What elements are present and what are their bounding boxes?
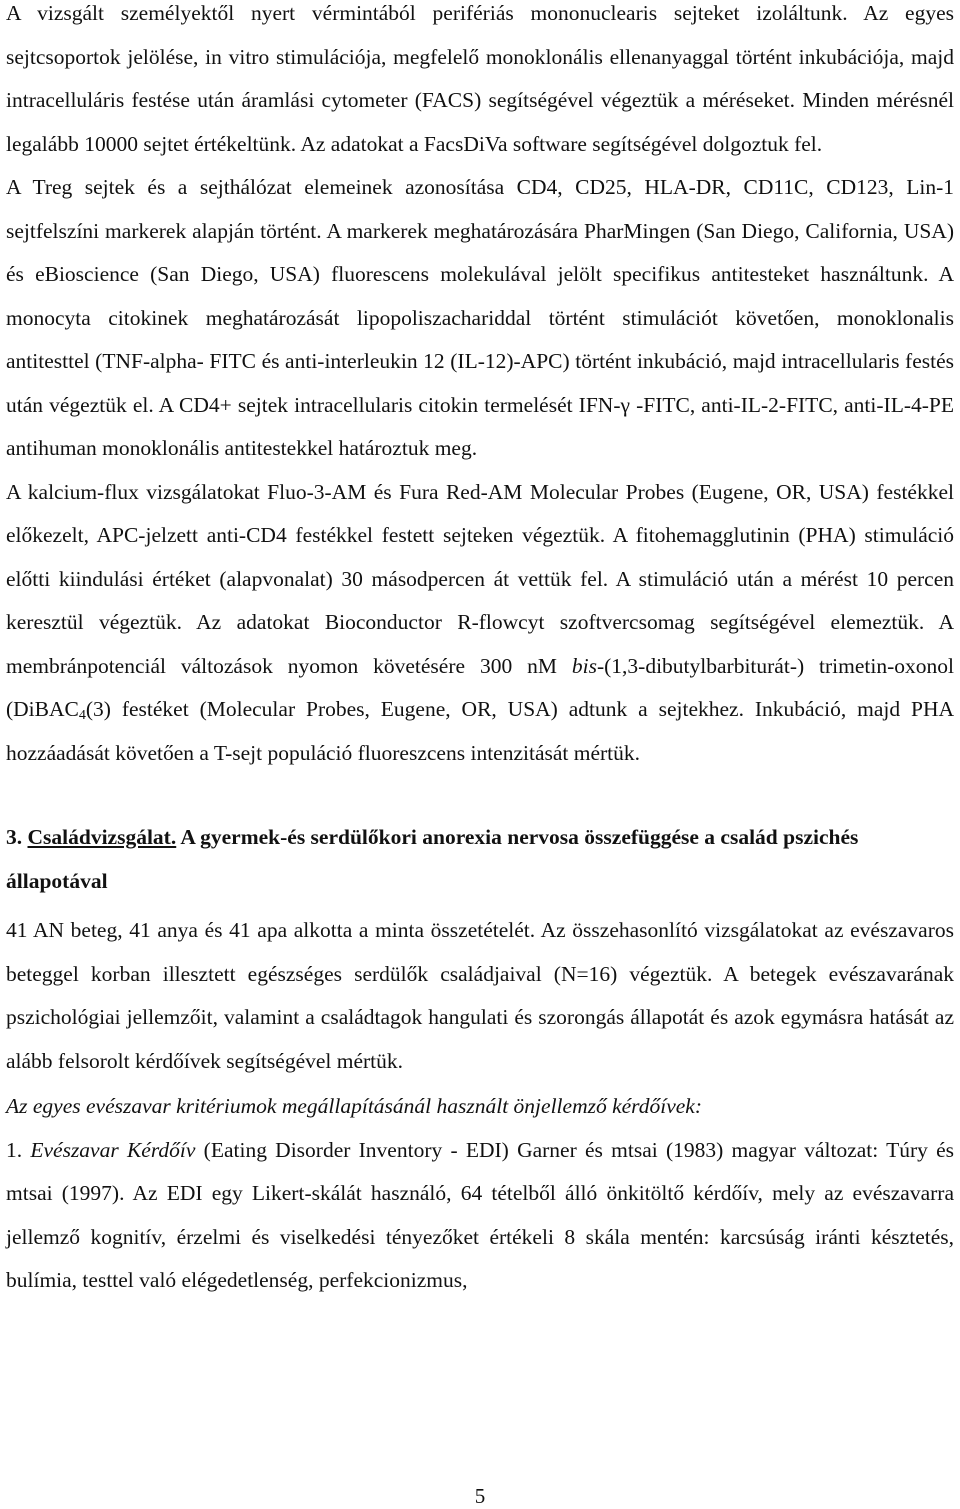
heading-underlined: Családvizsgálat. (27, 825, 177, 849)
italic-term: bis (571, 653, 597, 678)
page-number: 5 (474, 1484, 486, 1508)
heading-number: 3. (6, 825, 28, 849)
paragraph-sample (6, 909, 954, 1083)
paragraph-cell-isolation (6, 0, 954, 166)
italic-term: Evészavar Kérdőív (30, 1137, 196, 1162)
paragraph-text: (Eating Disorder Inventory - EDI) Garner és mtsai (1983) magyar változat: Túry és mtsai (1997). Az EDI egy Likert-skálát használó, 64 tételből álló önkitöltő kérdőív, mely az evészavarra jellemző kognitív, érzelmi és viselkedési tényezőket értékeli 8 skála mentén: karcsúság iránti késztetés, bulímia, testtel való elégedetlenség, perfekcionizmus, (6, 1137, 955, 1292)
italic-subheading: Az egyes evészavar kritériumok megállapításánál használt önjellemző kérdőívek: (6, 1094, 702, 1118)
list-number: 1. (6, 1137, 31, 1162)
paragraph-text: A vizsgált személyektől nyert vérmintából perifériás mononuclearis sejteket izoláltunk. Az egyes sejtcsoportok jelölése, in vitro stimulációja, megfelelő monoklonális ellenanyaggal történt inkubációja, majd intracelluláris festése után áramlási cytometer (FACS) segítségével végeztük a méréseket. Minden mérésnél legalább 10000 sejtet értékeltünk. Az adatokat a FacsDiVa software segítségével dolgoztuk fel. (6, 1, 954, 156)
paragraph-text: 41 AN beteg, 41 anya és 41 apa alkotta a minta összetételét. Az összehasonlító vizsgálatokat az evészavaros beteggel korban illesztett egészséges serdülők családjaival (N=16) végeztük. A betegek evészavarának pszichológiai jellemzőit, valamint a családtagok hangulati és szorongás állapotát és azok egymásra hatását az alább felsorolt kérdőívek segítségével mértük. (6, 918, 954, 1073)
paragraph-text: A kalcium-flux vizsgálatokat Fluo-3-AM és Fura Red-AM Molecular Probes (Eugene, OR, USA) festékkel előkezelt, APC-jelzett anti-CD4 festékkel festett sejteken végeztük. A fitohemagglutinin (PHA) stimuláció előtti kiindulási értéket (alapvonalat) 30 másodpercen át vettük fel. A stimuláció után a mérést 10 percen keresztül végeztük. Az adatokat Bioconductor R-flowcyt szoftvercsomag segítségével elemeztük. A membránpotenciál változások nyomon követésére 300 nM (6, 479, 954, 678)
document-page (6, 0, 954, 1303)
paragraph-text: -(1,3-dibutylbarbiturát-) trimetin-oxonol (DiBAC (6, 653, 954, 721)
subscript: 4 (78, 708, 86, 723)
heading-rest: A gyermek-és serdülőkori anorexia nervosa összefüggése a család pszichés állapotával (6, 825, 859, 893)
paragraph-calcium-flux (6, 471, 954, 776)
paragraph-treg-markers (6, 166, 954, 471)
section-heading (6, 816, 954, 903)
paragraph-text: (3) festéket (Molecular Probes, Eugene, OR, USA) adtunk a sejtekhez. Inkubáció, majd PHA hozzáadását követően a T-sejt populáció fluoreszcens intenzitását mértük. (6, 697, 954, 765)
paragraph-edi (6, 1129, 954, 1303)
paragraph-text: A Treg sejtek és a sejthálózat elemeinek azonosítása CD4, CD25, HLA-DR, CD11C, CD123, Lin-1 sejtfelszíni markerek alapján történt. A markerek meghatározására PharMingen (San Diego, California, USA) és eBioscience (San Diego, USA) fluorescens molekulával jelölt specifikus antitesteket használtunk. A monocyta citokinek meghatározását lipopoliszachariddal történt stimulációt követően, monoklonalis antitesttel (TNF-alpha- FITC és anti-interleukin 12 (IL-12)-APC) történt inkubáció, majd intracellularis festés után végeztük el. A CD4+ sejtek intracellularis citokin termelését IFN-γ -FITC, anti-IL-2-FITC, anti-IL-4-PE antihuman monoklonális antitestekkel határoztuk meg. (6, 175, 954, 460)
